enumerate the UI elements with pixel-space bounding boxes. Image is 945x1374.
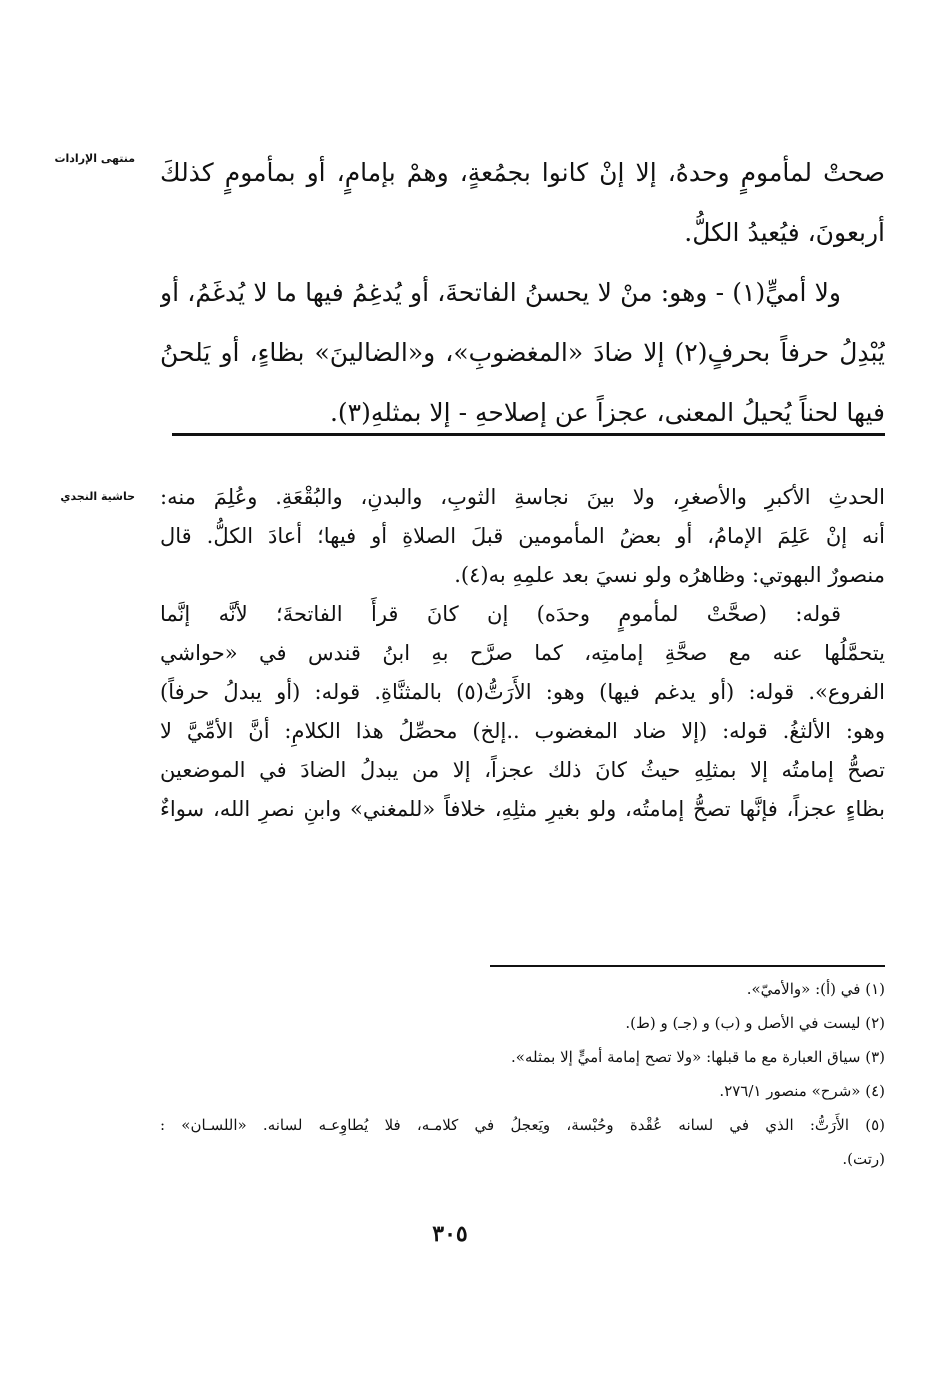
hashiya-text-line: الحدثِ الأكبرِ والأصغرِ، ولا بينَ نجاسةِ الثوبِ، والبدنِ، والبُقْعَةِ. وعُلِمَ منه: — [160, 485, 885, 509]
main-text-line: فيها لحناً يُحيلُ المعنى، عجزاً عن إصلاحهِ - إلا بمثلهِ(٣). — [329, 398, 885, 427]
main-text-block — [160, 143, 885, 443]
footnote-item: (٢) ليست في الأصل و (ب) و (جـ) و (ط). — [625, 1014, 885, 1032]
footnote-item: (٣) سياق العبارة مع ما قبلها: «ولا تصح إمامة أميٍّ إلا بمثله». — [511, 1048, 885, 1066]
hashiya-text-line: تصحُّ إمامتُه إلا بمثلِهِ حيثُ كانَ ذلك عجزاً، إلا من يبدلُ الضادَ في الموضعين — [160, 758, 885, 782]
main-text-line: ولا أميٍّ(١) - وهو: منْ لا يحسنُ الفاتحةَ، أو يُدغِمُ فيها ما لا يُدغَمُ، أو — [160, 278, 841, 307]
hashiya-text-line: وهو: الألثغُ. قوله: (إلا ضاد المغضوب ..إلخ) محصِّلُ هذا الكلامِ: أنَّ الأمِّيَّ لا — [160, 719, 885, 743]
footnote-item: (٤) «شرح» منصور ٢٧٦/١. — [719, 1082, 885, 1100]
footnote-divider — [490, 965, 885, 967]
footnote-item: (١) في (أ): «والأميّ». — [746, 980, 885, 998]
hashiya-text-line: يتحمَّلُها عنه مع صحَّةِ إمامتِه، كما صرَّح بهِ ابنُ قندس في «حواشي — [160, 641, 885, 665]
section-divider — [172, 433, 885, 436]
hashiya-text-line: الفروع». قوله: (أو يدغم فيها) وهو: الأَرَتُّ(٥) بالمثنَّاةِ. قوله: (أو يبدلُ حرفاً) — [160, 680, 885, 704]
footnote-item: (رتت). — [842, 1150, 885, 1168]
footnote-item: (٥) الأَرَتُّ: الذي في لسانه عُقْدة وحُبْسة، ويَعجلُ في كلامـه، فلا يُطاوِعـه لسانه. «اللسـان» : — [160, 1116, 885, 1134]
hashiya-text-line: بظاءٍ عجزاً، فإنَّها تصحُّ إمامتُه، ولو بغيرِ مثلِهِ، خلافاً «للمغني» وابنِ نصرِ الله، سواءٌ — [160, 797, 885, 821]
hashiya-text-line: أنه إنْ عَلِمَ الإمامُ، أو بعضُ المأمومين قبلَ الصلاةِ أو فيها؛ أعادَ الكلُّ. قال — [160, 524, 885, 548]
hashiya-text-line: قوله: (صحَّتْ لمأمومٍ وحدَه) إن كانَ قرأَ الفاتحةَ؛ لأنَّه إنَّما — [160, 602, 841, 626]
footnotes — [160, 972, 885, 1176]
hashiya-text-line: منصورٌ البهوتي: وظاهرُه ولو نسيَ بعد علمِهِ به(٤). — [454, 563, 885, 587]
hashiya-text-block — [160, 478, 885, 829]
side-label-matn: منتهى الإرادات — [54, 152, 135, 165]
page-number: ٣٠٥ — [432, 1221, 468, 1247]
main-text-line: يُبْدِلُ حرفاً بحرفٍ(٢) إلا ضادَ «المغضوبِ»، و«الضالينَ» بظاءٍ، أو يَلحنُ — [160, 338, 885, 367]
side-label-hashiya: حاشية النجدي — [60, 490, 135, 503]
main-text-line: أربعونَ، فيُعيدُ الكلُّ. — [684, 218, 885, 247]
main-text-line: صحتْ لمأمومٍ وحدهُ، إلا إنْ كانوا بجمُعةٍ، وهمْ بإمامٍ، أو بمأمومٍ كذلكَ — [160, 158, 885, 187]
